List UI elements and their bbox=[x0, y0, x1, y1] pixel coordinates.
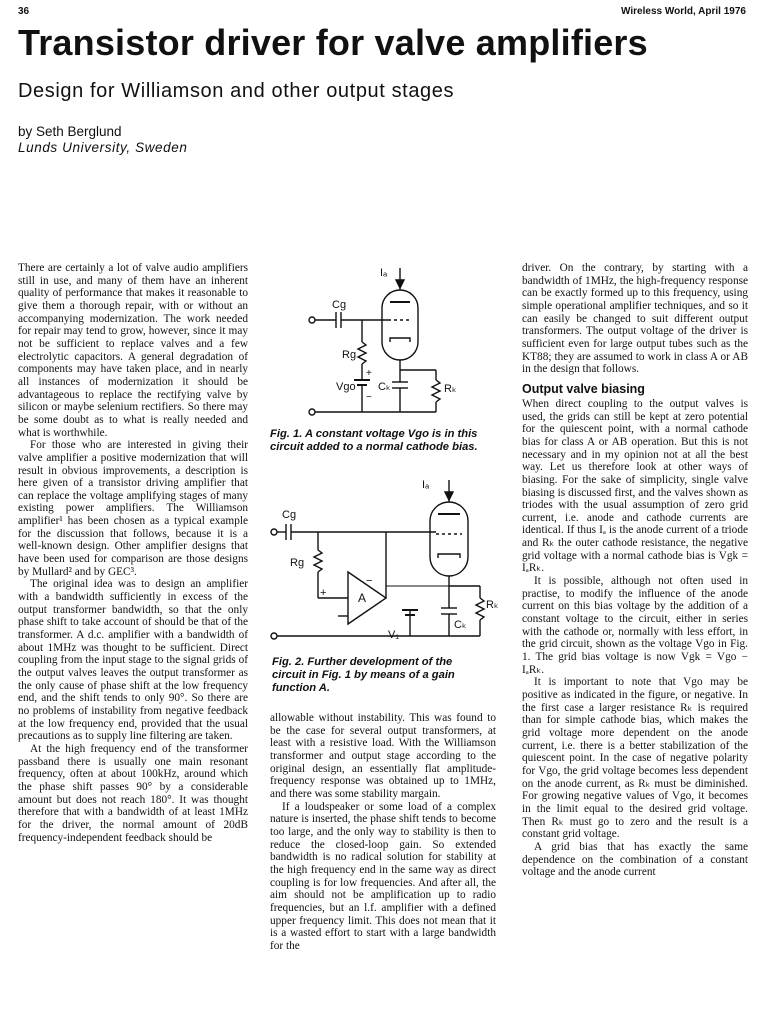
paragraph: When direct coupling to the output valves is used, the grids can still be kept at zero potential for the quiescent point, with a normal cathode bias for class A or AB operation. But this is not necessary and in my opinion not at all the best way. Let us therefore look at other ways of biasing. For the sake of simplicity, single valve biasing is discussed first, and the valves shown as triodes with the usual assumption of zero grid current, i.e. anode and cathode currents are identical. If thus Iₐ is the anode current of a triode and Rₖ the outer cathode resistance, the negative grid voltage with a normal cathode bias is Vgk = IₐRₖ. bbox=[522, 397, 748, 575]
label-vgo: Vgo bbox=[336, 381, 356, 393]
paragraph: The original idea was to design an amplifier with a bandwidth sufficiently in excess of the output transformer bandwidth, so that the only phase shift to take account of should be that of the transformer. A d.c. amplifier with a bandwidth of about 1MHz was thought to be sufficient. Direct coupling from the input stage to the signal grids of the output valves leaves the output transformer as the only cause of phase shift at the low frequency end, and the shift tends to only 90°. So there are no problems of instability from negative feedback at the low frequency end, provided that the usual precautions as to supply line filtering are taken. bbox=[18, 578, 248, 743]
label-plus: + bbox=[320, 587, 327, 599]
page-number: 36 bbox=[18, 6, 30, 17]
current-arrow-icon bbox=[445, 492, 453, 500]
figure-2-schematic bbox=[268, 476, 502, 652]
author: by Seth Berglund bbox=[18, 124, 122, 139]
label-rg: Rg bbox=[342, 349, 357, 361]
label-ck: Cₖ bbox=[378, 381, 391, 393]
figure-2-caption: Fig. 2. Further development of the circuit in Fig. 1 by means of a gain function A. bbox=[272, 656, 455, 694]
paragraph: For those who are interested in giving their valve amplifier a positive modernization that will result in obvious improvements, a description is here given of a transistor driving amplifier that can replace the voltage amplifying stages of many existing power amplifiers. The Williamson amplifier¹ has been chosen as a typical example for the discussion that follows, because it is a well-known design. Other amplifier designs that have been used for comparison are those designs by Mullard² and by GEC³. bbox=[18, 439, 248, 578]
paragraph: A grid bias that has exactly the same dependence on the combination of a constant voltage and the anode current bbox=[522, 840, 748, 879]
paragraph: At the high frequency end of the transformer passband there is usually one main resonant frequency, often at about 100kHz, around which the phase shift passes 90° by a considerable amount but does not reach 180°. It was thought therefore that with a bandwidth of at least 1MHz for the driver, the normal amount of 20dB frequency-independent feedback should be bbox=[18, 742, 248, 844]
publication-header: Wireless World, April 1976 bbox=[621, 6, 746, 17]
paragraph: There are certainly a lot of valve audio amplifiers still in use, and many of them have an inherent quality of performance that makes it reasonable to give them a thorough repair, with or without an accompanying modernization. The work needed for repair may tend to grow, however, since it may not be sufficient to replace valves and a few electrolytic capacitors. A general degradation of components may have taken place, and in nearly all instances of modernization it should be advantageous to replace the rectifying valve by silicon or maybe selenium rectifiers. So there may be some doubt as to what is really needed and what is worthwhile. bbox=[18, 262, 248, 439]
valve-envelope bbox=[382, 290, 418, 360]
column-3 bbox=[522, 262, 748, 879]
article-subtitle: Design for Williamson and other output stages bbox=[18, 80, 455, 102]
figure-1-schematic bbox=[290, 262, 460, 442]
label-ia: Iₐ bbox=[380, 267, 388, 279]
label-ck: Cₖ bbox=[454, 619, 467, 631]
label-cg: Cg bbox=[332, 299, 347, 311]
paragraph: driver. On the contrary, by starting with a bandwidth of 1MHz, the high-frequency response can be exactly formed up to this frequency, using simple operational amplifier techniques, and so it can easily be changed to suit different output transformers. The output voltage of the driver is sufficient even for large output tubes such as the KT88; they are assumed to work in class A or AB in the design that follows. bbox=[522, 262, 748, 376]
byline bbox=[18, 124, 187, 156]
affiliation: Lunds University, Sweden bbox=[18, 140, 188, 155]
article-title: Transistor driver for valve amplifiers bbox=[18, 22, 648, 63]
label-amp: A bbox=[358, 591, 367, 605]
current-arrow-icon bbox=[396, 280, 404, 288]
label-rg: Rg bbox=[290, 557, 305, 569]
section-heading: Output valve biasing bbox=[522, 381, 645, 396]
label-rk: Rₖ bbox=[486, 599, 499, 611]
paragraph: allowable without instability. This was found to be the case for several output transformers, at least with a resistive load. With the Williamson transformer and output stage according to the original design, an essentially flat amplitude-frequency response was obtained up to 1MHz, and there was some stability margain. bbox=[270, 712, 496, 800]
column-1 bbox=[18, 262, 248, 844]
paragraph: It is possible, although not often used in practise, to modify the influence of the anode current on this bias voltage by the addition of a constant voltage to the circuit, either in series with the cathode or, normally with less effort, in the grid circuit, shown as the voltage Vgo in Fig. 1. The grid bias voltage is now Vgk = Vgo − IₐRₖ. bbox=[522, 575, 748, 676]
label-v1: V₁ bbox=[388, 629, 400, 641]
paragraph: If a loudspeaker or some load of a complex nature is inserted, the phase shift tends to become too large, and the only way to stability is then to reduce the closed-loop gain. So extended bandwidth is no radical solution for stability at the high frequency end in the same way as direct coupling is for low frequencies. And after all, the aim should not be amplification up to radio frequencies, but an l.f. amplifier with a defined upper frequency limit. This does not mean that it is a wasted effort to start with a large bandwidth for the bbox=[270, 800, 496, 952]
label-rk: Rₖ bbox=[444, 383, 457, 395]
label-minus: − bbox=[366, 575, 373, 587]
figure-1-caption: Fig. 1. A constant voltage Vgo is in this circuit added to a normal cathode bias. bbox=[270, 428, 478, 453]
column-2 bbox=[270, 712, 496, 952]
label-ia: Iₐ bbox=[422, 479, 430, 491]
paragraph: It is important to note that Vgo may be positive as indicated in the figure, or negative. In the first case a larger resistance Rₖ is required than for simple cathode bias, which makes the grid voltage more dependent on the anode current, i.e. there is a better stabilization of the quiescent point. In the case of negative polarity for Vgo, the grid voltage becomes less dependent on the anode current, as Rₖ must be diminished. For growing negative values of Vgo, it becomes in the limit equal to the desired grid voltage. Then Rₖ must go to zero and the result is a constant grid voltage. bbox=[522, 676, 748, 841]
label-plus: + bbox=[366, 368, 372, 379]
label-cg: Cg bbox=[282, 509, 297, 521]
label-minus: − bbox=[366, 392, 372, 403]
